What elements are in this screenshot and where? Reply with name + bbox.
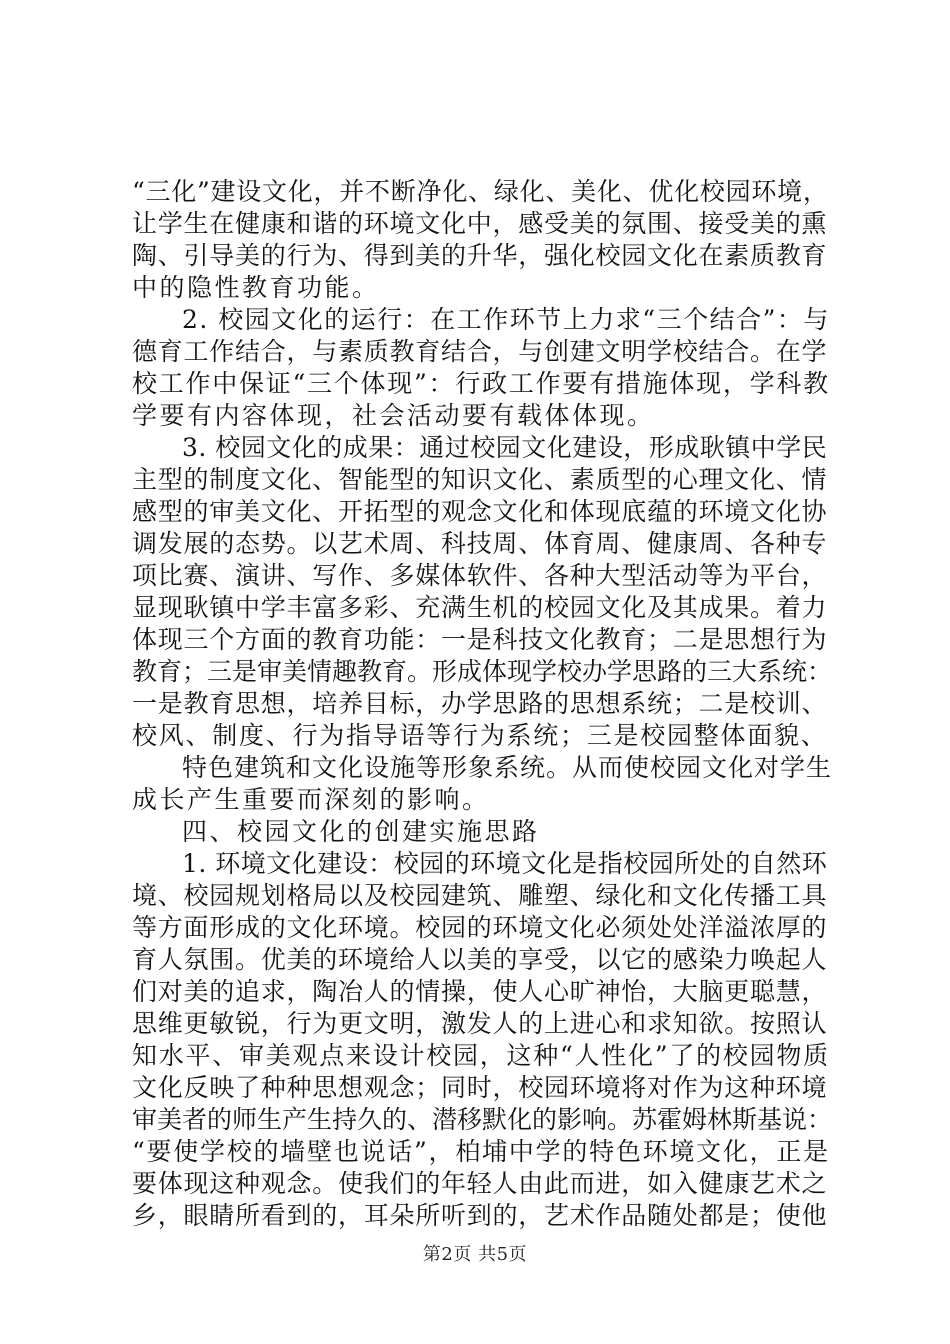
text-line: 感型的审美文化、开拓型的观念文化和体现底蕴的环境文化协: [132, 497, 828, 526]
text-line: 育人氛围。优美的环境给人以美的享受，以它的感染力唤起人: [132, 945, 828, 974]
text-line: 乡，眼睛所看到的，耳朵所听到的，艺术作品随处都是；使他: [132, 1201, 828, 1230]
text-line: 调发展的态势。以艺术周、科技周、体育周、健康周、各种专: [132, 529, 828, 558]
text-line: 要体现这种观念。使我们的年轻人由此而进，如入健康艺术之: [132, 1169, 828, 1198]
document-body: [132, 176, 832, 1232]
text-line: 教育；三是审美情趣教育。形成体现学校办学思路的三大系统：: [132, 657, 833, 686]
text-line: 让学生在健康和谐的环境文化中，感受美的氛围、接受美的熏: [132, 209, 828, 238]
page-number-footer: 第2页 共5页: [422, 1244, 528, 1265]
text-line: “要使学校的墙壁也说话”，柏埔中学的特色环境文化，正是: [132, 1137, 830, 1166]
text-line: 一是教育思想，培养目标，办学思路的思想系统；二是校训、: [132, 689, 828, 718]
paragraph-start-line: 1. 环境文化建设：校园的环境文化是指校园所处的自然环: [182, 849, 828, 878]
paragraph-start-line: 特色建筑和文化设施等形象系统。从而使校园文化对学生: [182, 753, 833, 782]
text-line: 文化反映了种种思想观念；同时，校园环境将对作为这种环境: [132, 1073, 828, 1102]
text-line: “三化”建设文化，并不断净化、绿化、美化、优化校园环境，: [132, 177, 829, 206]
text-line: 德育工作结合，与素质教育结合，与创建文明学校结合。在学: [132, 337, 828, 366]
text-line: 主型的制度文化、智能型的知识文化、素质型的心理文化、情: [132, 465, 828, 494]
text-line: 境、校园规划格局以及校园建筑、雕塑、绿化和文化传播工具: [132, 881, 828, 910]
text-line: 审美者的师生产生持久的、潜移默化的影响。苏霍姆林斯基说：: [132, 1105, 833, 1134]
text-line: 校风、制度、行为指导语等行为系统；三是校园整体面貌、: [132, 721, 828, 750]
text-line: 们对美的追求，陶冶人的情操，使人心旷神怡，大脑更聪慧，: [132, 977, 828, 1006]
text-line: 等方面形成的文化环境。校园的环境文化必须处处洋溢浓厚的: [132, 913, 828, 942]
text-line: 学要有内容体现，社会活动要有载体体现。: [132, 401, 655, 430]
text-line: 中的隐性教育功能。: [132, 273, 380, 302]
text-line: 陶、引导美的行为、得到美的升华，强化校园文化在素质教育: [132, 241, 828, 270]
text-line: 项比赛、演讲、写作、多媒体软件、各种大型活动等为平台，: [132, 561, 828, 590]
text-line: 知水平、审美观点来设计校园，这种“人性化”了的校园物质: [132, 1041, 830, 1070]
text-line: 思维更敏锐，行为更文明，激发人的上进心和求知欲。按照认: [132, 1009, 828, 1038]
paragraph-start-line: 3. 校园文化的成果：通过校园文化建设，形成耿镇中学民: [182, 433, 828, 462]
text-line: 校工作中保证“三个体现”：行政工作要有措施体现，学科教: [132, 369, 830, 398]
text-line: 体现三个方面的教育功能：一是科技文化教育；二是思想行为: [132, 625, 828, 654]
text-line: 显现耿镇中学丰富多彩、充满生机的校园文化及其成果。着力: [132, 593, 828, 622]
paragraph-start-line: 2. 校园文化的运行：在工作环节上力求“三个结合”：与: [182, 305, 830, 334]
text-line: 成长产生重要而深刻的影响。: [132, 785, 490, 814]
section-heading: 四、校园文化的创建实施思路: [182, 817, 540, 846]
